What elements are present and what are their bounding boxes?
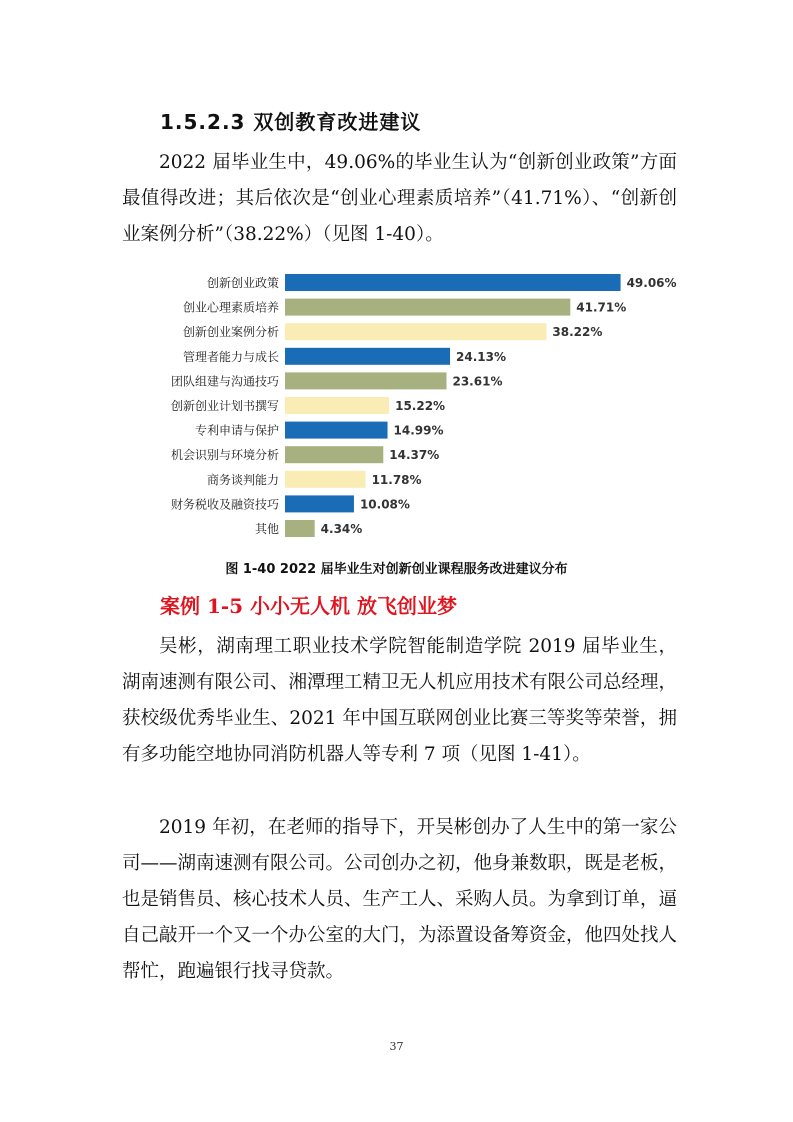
value-label: 23.61%: [452, 374, 503, 389]
bar: [285, 274, 621, 291]
category-label: 财务税收及融资技巧: [170, 497, 279, 512]
value-label: 24.13%: [456, 349, 507, 364]
section-heading: 1.5.2.3 双创教育改进建议: [160, 110, 422, 134]
improvement-suggestion-bar-chart: [140, 268, 700, 540]
category-label: 团队组建与沟通技巧: [170, 374, 279, 389]
value-label: 15.22%: [395, 399, 446, 413]
bar: [285, 323, 546, 340]
page-number: 37: [389, 1040, 404, 1053]
bar: [285, 495, 354, 512]
category-label: 专利申请与保护: [194, 423, 279, 438]
category-label: 机会识别与环境分析: [170, 448, 279, 463]
intro-paragraph: 2022 届毕业生中，49.06%的毕业生认为“创新创业政策”方面最值得改进；其后依次是“创业心理素质培养”（41.71%）、“创新创业案例分析”（38.22%）（见图 1-40）。: [122, 152, 677, 245]
category-label: 创业心理素质培养: [182, 300, 279, 315]
category-label: 创新创业政策: [206, 276, 279, 290]
category-label: 商务谈判能力: [206, 472, 279, 487]
bar: [285, 372, 446, 389]
bar: [285, 299, 570, 316]
case-title: 案例 1-5 小小无人机 放飞创业梦: [160, 594, 458, 618]
bar: [285, 471, 366, 488]
value-label: 41.71%: [576, 300, 627, 315]
case-paragraph-2: 2019 年初，在老师的指导下，开吴彬创办了人生中的第一家公司——湖南速测有限公司。公司创办之初，他身兼数职，既是老板，也是销售员、核心技术人员、生产工人、采购人员。为拿到订单，逼自己敲开一个又一个办公室的大门，为添置设备筹资金，他四处找人帮忙，跑遍银行找寻贷款。: [122, 817, 678, 982]
category-label: 其他: [254, 522, 279, 536]
value-label: 49.06%: [626, 276, 677, 290]
category-label: 创新创业案例分析: [182, 325, 279, 340]
value-label: 38.22%: [552, 325, 603, 340]
value-label: 4.34%: [320, 522, 363, 536]
figure-caption: 图 1-40 2022 届毕业生对创新创业课程服务改进建议分布: [225, 562, 568, 577]
value-label: 11.78%: [371, 472, 422, 487]
category-label: 管理者能力与成长: [182, 349, 279, 364]
value-label: 14.37%: [389, 448, 440, 463]
bar: [285, 446, 383, 463]
bar: [285, 422, 388, 439]
case-paragraph-1: 吴彬，湖南理工职业技术学院智能制造学院 2019 届毕业生，湖南速测有限公司、湘潭理工精卫无人机应用技术有限公司总经理，获校级优秀毕业生、2021 年中国互联网创业比赛三等奖等荣誉，拥有多功能空地协同消防机器人等专利 7 项（见图 1-41）。: [122, 636, 678, 765]
value-label: 10.08%: [359, 497, 410, 512]
category-label: 创新创业计划书撰写: [170, 399, 279, 413]
value-label: 14.99%: [393, 423, 444, 438]
bar: [285, 520, 315, 537]
bar: [285, 348, 450, 365]
bar: [285, 397, 389, 414]
